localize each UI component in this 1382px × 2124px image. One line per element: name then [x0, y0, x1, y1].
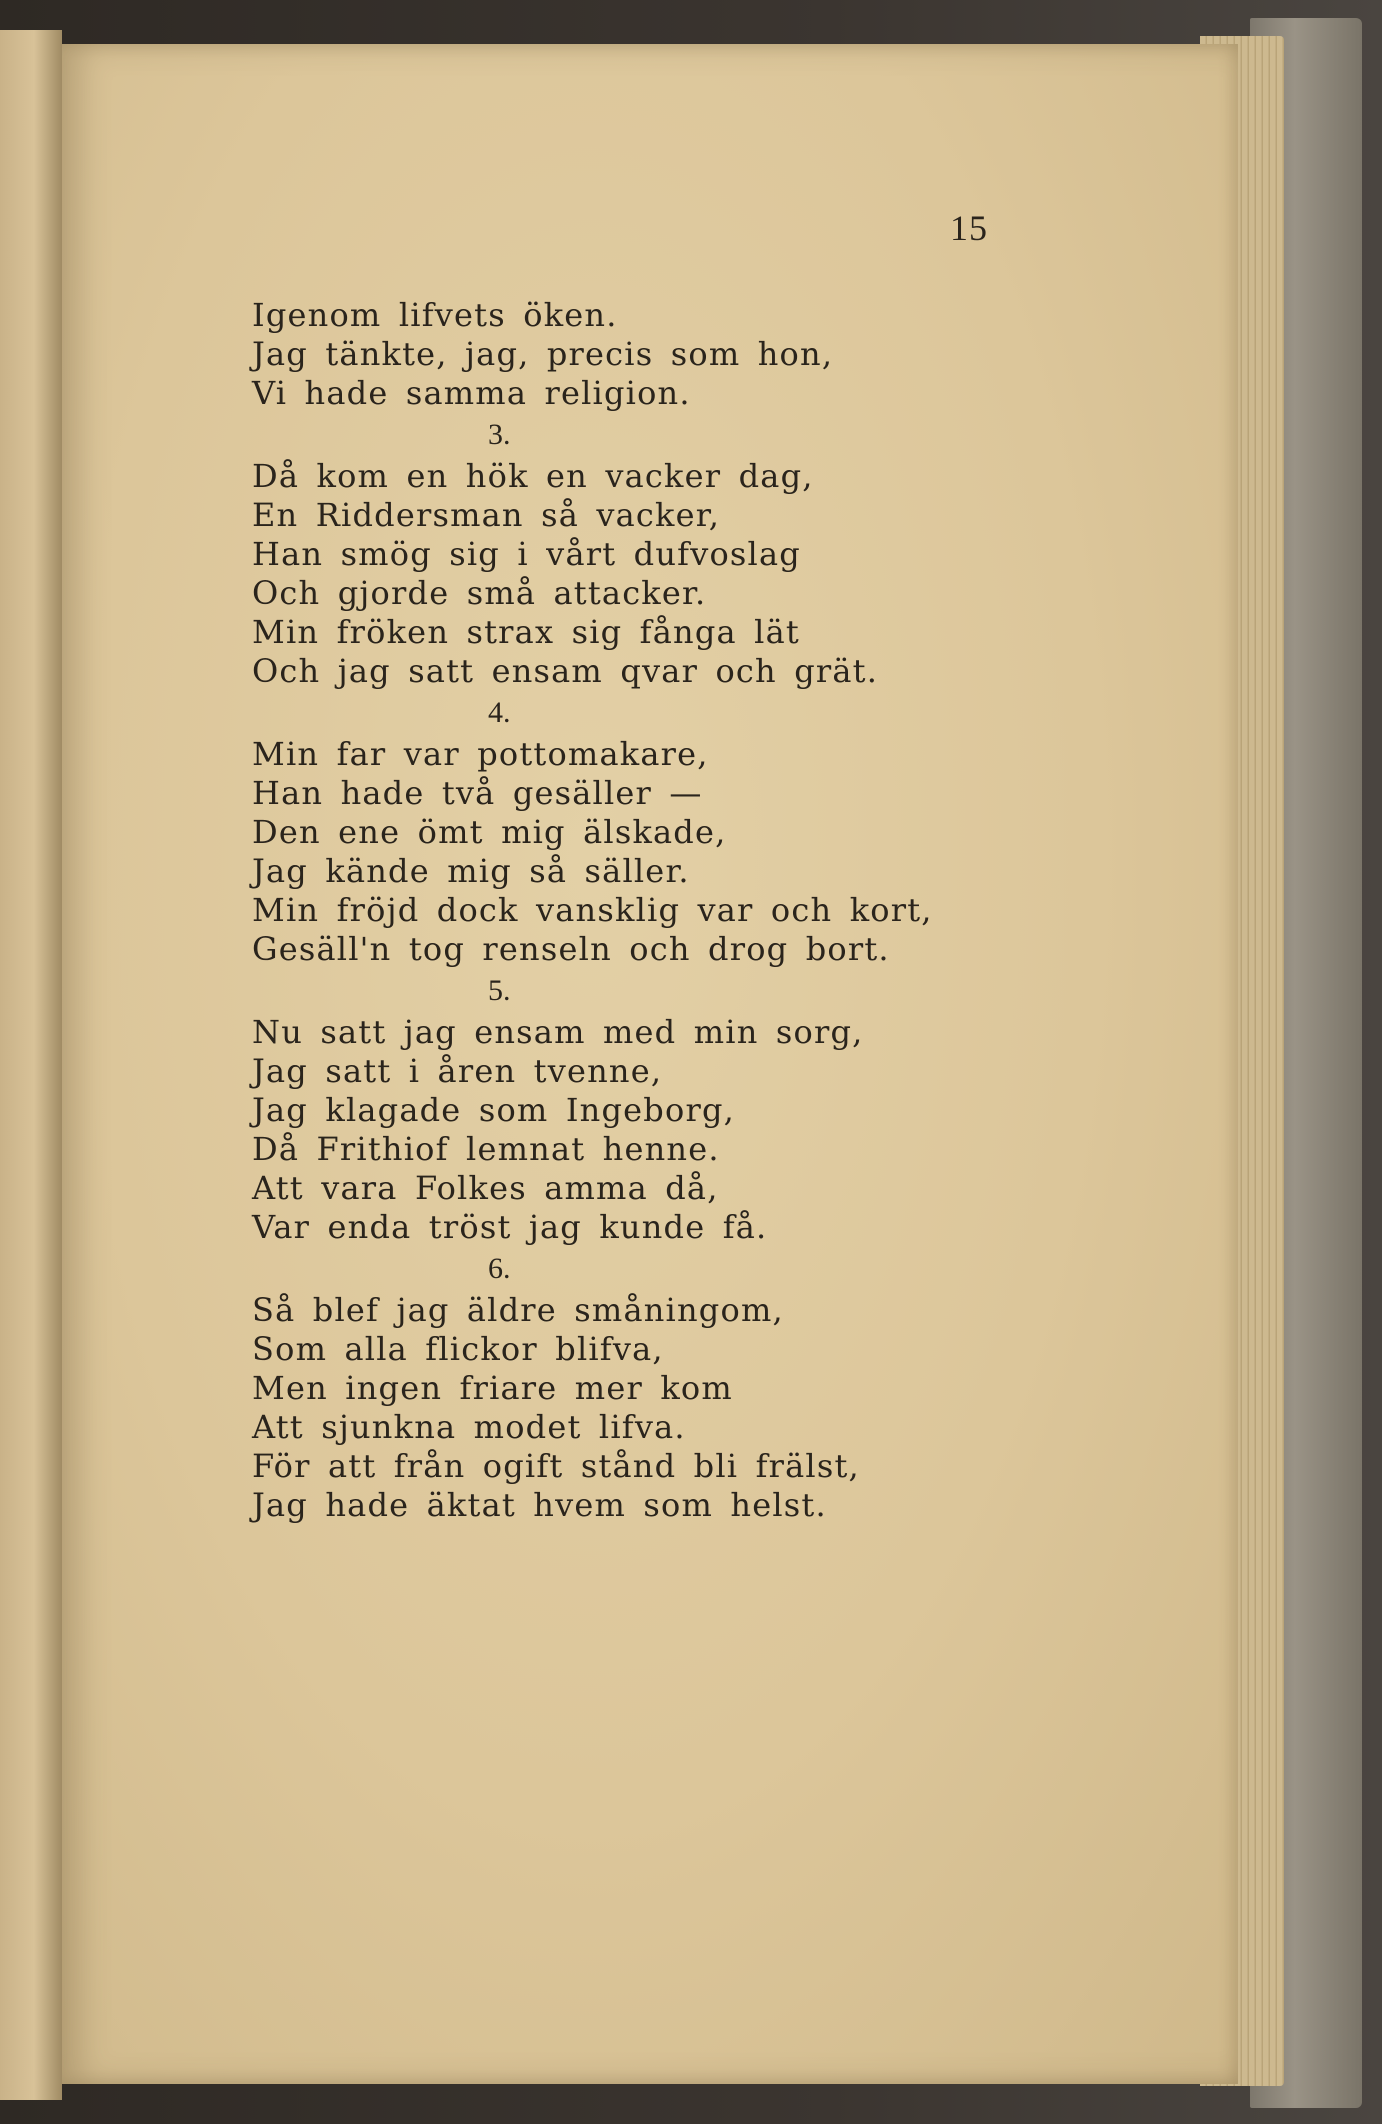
stanza-continuation	[252, 296, 1152, 413]
poem-line: Min far var pottomakare,	[252, 735, 709, 773]
stanza-number: 5.	[488, 974, 511, 1007]
poem-line: Min fröken strax sig fånga lät	[252, 613, 800, 651]
poem-line: Jag hade äktat hvem som helst.	[252, 1486, 827, 1524]
poem-line: Den ene ömt mig älskade,	[252, 813, 727, 851]
page-number: 15	[950, 208, 988, 248]
poem-line: Jag satt i åren tvenne,	[252, 1052, 663, 1090]
poem-line: Då Frithiof lemnat henne.	[252, 1130, 720, 1168]
poem-line: Men ingen friare mer kom	[252, 1369, 733, 1407]
stanza-3	[252, 420, 1152, 691]
stanza-5	[252, 976, 1152, 1247]
poem-line: För att från ogift stånd bli frälst,	[252, 1447, 860, 1485]
poem-line: Han smög sig i vårt dufvoslag	[252, 535, 801, 573]
poem-line: Jag tänkte, jag, precis som hon,	[252, 335, 834, 373]
poem-line: Min fröjd dock vansklig var och kort,	[252, 891, 933, 929]
poem-line: Och jag satt ensam qvar och grät.	[252, 652, 879, 690]
poem-line: Att vara Folkes amma då,	[252, 1169, 719, 1207]
poem-line: Som alla flickor blifva,	[252, 1330, 664, 1368]
poem-line: Nu satt jag ensam med min sorg,	[252, 1013, 864, 1051]
poem-line: En Riddersman så vacker,	[252, 496, 721, 534]
poem-line: Och gjorde små attacker.	[252, 574, 707, 612]
poem-text	[252, 296, 1152, 1525]
poem-line: Gesäll'n tog renseln och drog bort.	[252, 930, 890, 968]
poem-line: Då kom en hök en vacker dag,	[252, 457, 814, 495]
poem-line: Igenom lifvets öken.	[252, 296, 618, 334]
stanza-number: 3.	[488, 418, 511, 451]
poem-line: Så blef jag äldre småningom,	[252, 1291, 784, 1329]
stanza-6	[252, 1254, 1152, 1525]
poem-line: Jag kände mig så säller.	[252, 852, 690, 890]
stanza-number: 4.	[488, 696, 511, 729]
poem-line: Jag klagade som Ingeborg,	[252, 1091, 735, 1129]
book-page	[62, 44, 1238, 2084]
poem-line: Var enda tröst jag kunde få.	[252, 1208, 768, 1246]
poem-line: Att sjunkna modet lifva.	[252, 1408, 686, 1446]
poem-line: Vi hade samma religion.	[252, 374, 691, 412]
stanza-number: 6.	[488, 1252, 511, 1285]
stanza-4	[252, 698, 1152, 969]
poem-line: Han hade två gesäller —	[252, 774, 703, 812]
left-page-edge	[0, 30, 62, 2100]
